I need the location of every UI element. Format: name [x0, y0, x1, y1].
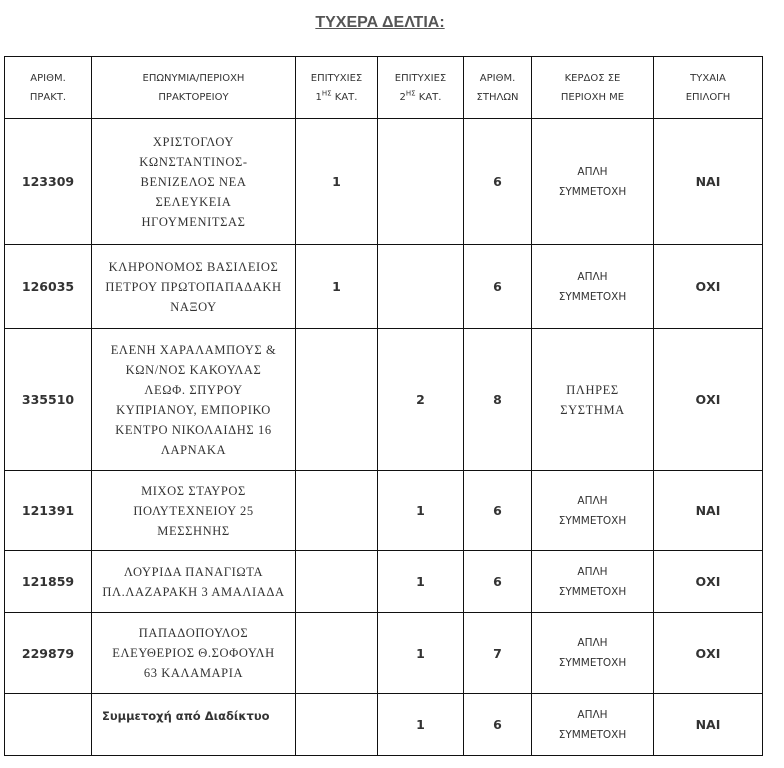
- table-row: [5, 119, 763, 245]
- second-category-cell: 1: [378, 471, 464, 551]
- second-category-cell: [378, 119, 464, 245]
- agency-name-cell: ΜΙΧΟΣ ΣΤΑΥΡΟΣ ΠΟΛΥΤΕΧΝΕΙΟΥ 25 ΜΕΣΣΗΝΗΣ: [92, 471, 296, 551]
- header-second-category-wins: ΕΠΙΤΥΧΙΕΣ $2^{H\Sigma}$ ΚΑΤ.: [378, 57, 464, 119]
- second-category-cell: 1: [378, 694, 464, 756]
- page-title-text: ΤΥΧΕΡΑ ΔΕΛΤΙΑ:: [315, 14, 445, 31]
- gain-type-cell: ΑΠΛΗ ΣΥΜΜΕΤΟΧΗ: [532, 613, 654, 694]
- second-category-cell: 1: [378, 613, 464, 694]
- table-row: [5, 245, 763, 329]
- first-category-cell: 1: [296, 245, 378, 329]
- gain-type-cell: ΑΠΛΗ ΣΥΜΜΕΤΟΧΗ: [532, 551, 654, 613]
- first-category-cell: [296, 329, 378, 471]
- first-category-cell: [296, 613, 378, 694]
- page-title: [0, 14, 760, 32]
- random-pick-cell: ΟΧΙ: [654, 245, 763, 329]
- gain-type-cell: ΑΠΛΗ ΣΥΜΜΕΤΟΧΗ: [532, 119, 654, 245]
- table-row: [5, 551, 763, 613]
- header-agency-name: ΕΠΩΝΥΜΙΑ/ΠΕΡΙΟΧΗ ΠΡΑΚΤΟΡΕΙΟΥ: [92, 57, 296, 119]
- agency-code-cell: [5, 694, 92, 756]
- agency-name-cell: ΛΟΥΡΙΔΑ ΠΑΝΑΓΙΩΤΑ ΠΛ.ΛΑΖΑΡΑΚΗ 3 ΑΜΑΛΙΑΔΑ: [92, 551, 296, 613]
- agency-name-cell: ΕΛΕΝΗ ΧΑΡΑΛΑΜΠΟΥΣ & ΚΩΝ/ΝΟΣ ΚΑΚΟΥΛΑΣ ΛΕΩΦ. ΣΠΥΡΟΥ ΚΥΠΡΙΑΝΟΥ, ΕΜΠΟΡΙΚΟ ΚΕΝΤΡΟ ΝΙΚΟΛΑΙΔΗΣ 16 ΛΑΡΝΑΚΑ: [92, 329, 296, 471]
- table-row: [5, 694, 763, 756]
- agency-name-cell: ΧΡΙΣΤΟΓΛΟΥ ΚΩΝΣΤΑΝΤΙΝΟΣ- ΒΕΝΙΖΕΛΟΣ ΝΕΑ ΣΕΛΕΥΚΕΙΑ ΗΓΟΥΜΕΝΙΤΣΑΣ: [92, 119, 296, 245]
- random-pick-cell: ΟΧΙ: [654, 551, 763, 613]
- header-gain-type: ΚΕΡΔΟΣ ΣΕ ΠΕΡΙΟΧΗ ΜΕ: [532, 57, 654, 119]
- table-row: [5, 329, 763, 471]
- agency-name-cell: ΚΛΗΡΟΝΟΜΟΣ ΒΑΣΙΛΕΙΟΣ ΠΕΤΡΟΥ ΠΡΩΤΟΠΑΠΑΔΑΚΗ ΝΑΞΟΥ: [92, 245, 296, 329]
- columns-count-cell: 6: [464, 245, 532, 329]
- second-category-cell: 2: [378, 329, 464, 471]
- random-pick-cell: ΝΑΙ: [654, 471, 763, 551]
- gain-type-cell: ΑΠΛΗ ΣΥΜΜΕΤΟΧΗ: [532, 471, 654, 551]
- agency-code-cell: 229879: [5, 613, 92, 694]
- table-row: [5, 613, 763, 694]
- agency-code-cell: 121859: [5, 551, 92, 613]
- random-pick-cell: ΟΧΙ: [654, 329, 763, 471]
- agency-name-cell: Συμμετοχή από Διαδίκτυο: [92, 694, 296, 756]
- random-pick-cell: ΝΑΙ: [654, 119, 763, 245]
- first-category-cell: [296, 694, 378, 756]
- first-category-cell: [296, 551, 378, 613]
- agency-code-cell: 121391: [5, 471, 92, 551]
- table-row: [5, 471, 763, 551]
- gain-type-cell: ΑΠΛΗ ΣΥΜΜΕΤΟΧΗ: [532, 245, 654, 329]
- first-category-cell: 1: [296, 119, 378, 245]
- columns-count-cell: 6: [464, 471, 532, 551]
- winning-tickets-table: [4, 56, 763, 756]
- second-category-cell: [378, 245, 464, 329]
- agency-code-cell: 123309: [5, 119, 92, 245]
- random-pick-cell: ΝΑΙ: [654, 694, 763, 756]
- columns-count-cell: 6: [464, 551, 532, 613]
- gain-type-cell: ΑΠΛΗ ΣΥΜΜΕΤΟΧΗ: [532, 694, 654, 756]
- columns-count-cell: 7: [464, 613, 532, 694]
- agency-code-cell: 126035: [5, 245, 92, 329]
- header-columns-count: ΑΡΙΘΜ. ΣΤΗΛΩΝ: [464, 57, 532, 119]
- columns-count-cell: 6: [464, 694, 532, 756]
- second-category-cell: 1: [378, 551, 464, 613]
- agency-code-cell: 335510: [5, 329, 92, 471]
- table-body: [5, 119, 763, 756]
- table-header-row: [5, 57, 763, 119]
- agency-name-cell: ΠΑΠΑΔΟΠΟΥΛΟΣ ΕΛΕΥΘΕΡΙΟΣ Θ.ΣΟΦΟΥΛΗ 63 ΚΑΛΑΜΑΡΙΑ: [92, 613, 296, 694]
- columns-count-cell: 8: [464, 329, 532, 471]
- first-category-cell: [296, 471, 378, 551]
- columns-count-cell: 6: [464, 119, 532, 245]
- header-random-pick: ΤΥΧΑΙΑ ΕΠΙΛΟΓΗ: [654, 57, 763, 119]
- gain-type-cell: ΠΛΗΡΕΣ ΣΥΣΤΗΜΑ: [532, 329, 654, 471]
- random-pick-cell: ΟΧΙ: [654, 613, 763, 694]
- header-agency-code: ΑΡΙΘΜ. ΠΡΑΚΤ.: [5, 57, 92, 119]
- header-first-category-wins: ΕΠΙΤΥΧΙΕΣ $1^{H\Sigma}$ ΚΑΤ.: [296, 57, 378, 119]
